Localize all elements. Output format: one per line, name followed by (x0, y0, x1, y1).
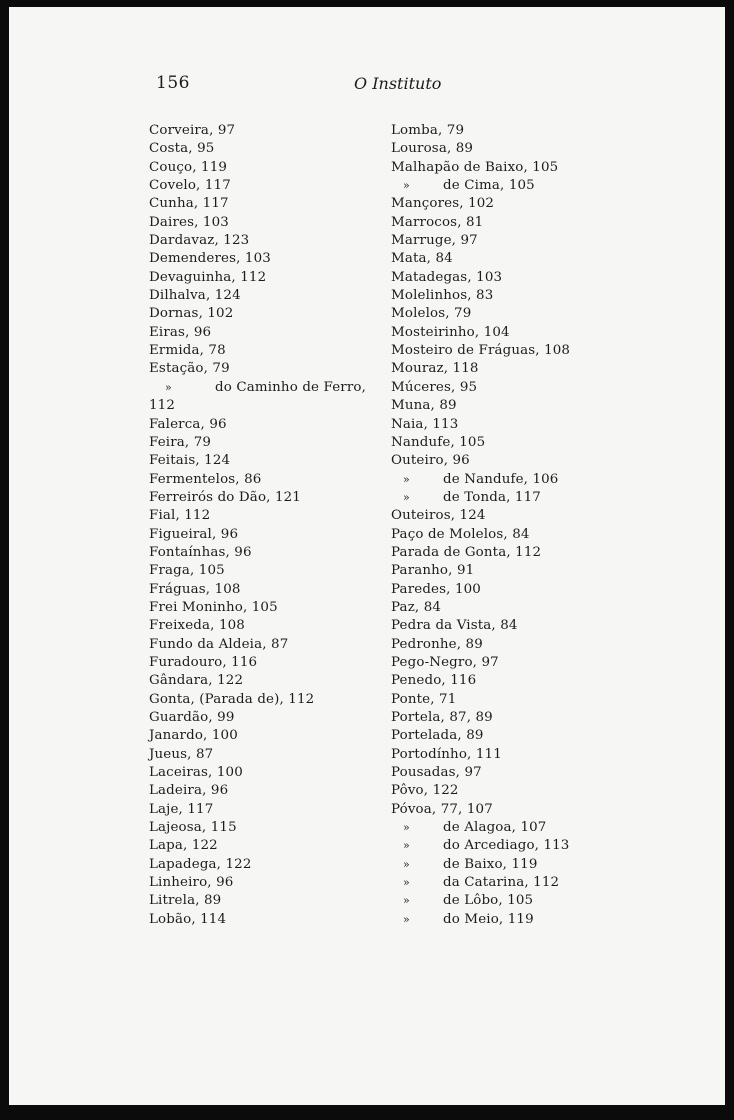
index-entry (391, 507, 691, 525)
entry-text: Penedo, 116 (391, 673, 477, 689)
index-entry (149, 324, 399, 342)
index-entry (391, 801, 691, 819)
index-entry (149, 214, 399, 232)
page-number: 156 (156, 73, 190, 93)
entry-text: do Meio, 119 (443, 911, 534, 927)
entry-text: Pôvo, 122 (391, 783, 459, 799)
entry-text: Matadegas, 103 (391, 269, 503, 285)
entry-text: Ladeira, 96 (149, 783, 229, 799)
index-entry (391, 159, 691, 177)
entry-text: Lapa, 122 (149, 838, 218, 854)
ditto-mark: » (403, 821, 410, 835)
index-column-left (149, 122, 399, 929)
index-entry (149, 452, 399, 470)
ditto-mark: » (403, 912, 410, 926)
entry-text: Molelinhos, 83 (391, 288, 494, 304)
entry-text: Daires, 103 (149, 214, 229, 230)
entry-text: Fermentelos, 86 (149, 471, 262, 487)
index-entry (149, 837, 399, 855)
index-entry (149, 874, 399, 892)
entry-text: Fial, 112 (149, 508, 211, 524)
index-entry (149, 764, 399, 782)
entry-text: Costa, 95 (149, 141, 215, 157)
entry-text: Eiras, 96 (149, 324, 212, 340)
index-entry (391, 874, 691, 892)
entry-text: Laje, 117 (149, 801, 214, 817)
index-entry (391, 617, 691, 635)
index-entry (391, 305, 691, 323)
index-entry (149, 672, 399, 690)
index-entry (149, 727, 399, 745)
entry-text: Lapadega, 122 (149, 856, 252, 872)
entry-text: Ponte, 71 (391, 691, 457, 707)
index-entry (391, 819, 691, 837)
entry-text: Linheiro, 96 (149, 875, 234, 891)
index-entry (149, 250, 399, 268)
index-entry (149, 911, 399, 929)
entry-text: 112 (149, 398, 176, 414)
entry-text: Parada de Gonta, 112 (391, 544, 542, 560)
index-entry (391, 654, 691, 672)
index-entry (391, 581, 691, 599)
index-entry (149, 562, 399, 580)
ditto-mark: » (403, 472, 410, 486)
index-entry (149, 159, 399, 177)
index-entry (149, 581, 399, 599)
entry-text: Corveira, 97 (149, 123, 236, 138)
entry-text: Pego-Negro, 97 (391, 654, 499, 670)
index-entry (391, 709, 691, 727)
index-entry (149, 636, 399, 654)
entry-text: Pousadas, 97 (391, 765, 482, 781)
index-entry (391, 342, 691, 360)
index-entry (391, 250, 691, 268)
index-entry (149, 305, 399, 323)
index-entry (391, 544, 691, 562)
entry-text: Mançores, 102 (391, 196, 495, 212)
index-entry (149, 379, 399, 397)
entry-text: Couço, 119 (149, 159, 228, 175)
index-entry (149, 709, 399, 727)
entry-text: Portodínho, 111 (391, 746, 502, 762)
index-entry (149, 416, 399, 434)
index-entry (149, 654, 399, 672)
entry-text: Falerca, 96 (149, 416, 227, 432)
entry-text: Fráguas, 108 (149, 581, 241, 597)
index-entry (149, 801, 399, 819)
index-entry (149, 617, 399, 635)
entry-text: Feira, 79 (149, 434, 212, 450)
entry-text: da Catarina, 112 (443, 875, 560, 891)
entry-text: Outeiro, 96 (391, 453, 470, 469)
index-entry (149, 782, 399, 800)
index-entry (149, 746, 399, 764)
index-entry (391, 214, 691, 232)
entry-text: Paz, 84 (391, 599, 442, 615)
entry-text: Cunha, 117 (149, 196, 229, 212)
entry-text: de Tonda, 117 (443, 489, 541, 505)
entry-text: Ermida, 78 (149, 343, 226, 359)
entry-text: Mata, 84 (391, 251, 453, 267)
entry-text: Figueiral, 96 (149, 526, 239, 542)
entry-text: Molelos, 79 (391, 306, 472, 322)
index-entry (391, 379, 691, 397)
entry-text: Litrela, 89 (149, 893, 222, 909)
index-entry (149, 177, 399, 195)
entry-text: Múceres, 95 (391, 379, 478, 395)
entry-text: Outeiros, 124 (391, 508, 486, 524)
entry-text: Ferreirós do Dão, 121 (149, 489, 301, 505)
index-entry (149, 232, 399, 250)
index-entry (149, 287, 399, 305)
index-entry (149, 360, 399, 378)
index-entry (149, 691, 399, 709)
entry-text: Paço de Molelos, 84 (391, 526, 530, 542)
index-column-right (391, 122, 691, 929)
entry-text: Feitais, 124 (149, 453, 231, 469)
entry-text: Demenderes, 103 (149, 251, 271, 267)
entry-text: Mouraz, 118 (391, 361, 479, 377)
entry-text: Pedronhe, 89 (391, 636, 483, 652)
index-entry (149, 397, 399, 415)
ditto-mark: » (403, 857, 410, 871)
index-entry (391, 452, 691, 470)
index-entry (391, 691, 691, 709)
entry-text: Laceiras, 100 (149, 765, 243, 781)
index-entry (391, 856, 691, 874)
index-entry (149, 544, 399, 562)
entry-text: Marruge, 97 (391, 233, 478, 249)
ditto-mark: » (403, 839, 410, 853)
entry-text: Pedra da Vista, 84 (391, 618, 518, 634)
index-entry (391, 782, 691, 800)
index-entry (149, 507, 399, 525)
index-entry (391, 140, 691, 158)
entry-text: Furadouro, 116 (149, 654, 258, 670)
ditto-mark: » (403, 179, 410, 193)
entry-text: Marrocos, 81 (391, 214, 484, 230)
index-entry (391, 764, 691, 782)
entry-text: Nandufe, 105 (391, 434, 486, 450)
entry-text: de Nandufe, 106 (443, 471, 559, 487)
index-entry (391, 526, 691, 544)
index-entry (391, 911, 691, 929)
entry-text: Mosteirinho, 104 (391, 324, 510, 340)
entry-text: do Caminho de Ferro, (215, 379, 367, 395)
page-header (9, 73, 725, 103)
index-entry (149, 489, 399, 507)
entry-text: Fundo da Aldeia, 87 (149, 636, 289, 652)
index-entry (149, 856, 399, 874)
index-entry (391, 599, 691, 617)
entry-text: Frei Moninho, 105 (149, 599, 278, 615)
entry-text: Covelo, 117 (149, 178, 231, 194)
index-entry (149, 195, 399, 213)
index-entry (149, 526, 399, 544)
entry-text: Dilhalva, 124 (149, 288, 241, 304)
entry-text: Freixeda, 108 (149, 618, 245, 634)
entry-text: Lourosa, 89 (391, 141, 474, 157)
index-entry (391, 269, 691, 287)
index-entry (391, 397, 691, 415)
index-entry (391, 636, 691, 654)
entry-text: do Arcediago, 113 (443, 838, 570, 854)
entry-text: de Lôbo, 105 (443, 893, 534, 909)
entry-text: Muna, 89 (391, 398, 457, 414)
entry-text: Jueus, 87 (149, 746, 214, 762)
entry-text: Fraga, 105 (149, 563, 225, 579)
index-entry (149, 342, 399, 360)
index-entry (391, 562, 691, 580)
index-entry (391, 892, 691, 910)
index-entry (391, 287, 691, 305)
index-entry (391, 122, 691, 140)
entry-text: Janardo, 100 (149, 728, 238, 744)
entry-text: Fontaínhas, 96 (149, 544, 252, 560)
entry-text: Malhapão de Baixo, 105 (391, 159, 559, 175)
ditto-mark: » (403, 876, 410, 890)
entry-text: Póvoa, 77, 107 (391, 801, 493, 817)
index-entry (149, 434, 399, 452)
entry-text: de Cima, 105 (443, 178, 535, 194)
running-title: O Instituto (354, 74, 442, 93)
index-entry (391, 837, 691, 855)
entry-text: Dornas, 102 (149, 306, 234, 322)
index-entry (391, 232, 691, 250)
entry-text: Gândara, 122 (149, 673, 244, 689)
entry-text: Gonta, (Parada de), 112 (149, 691, 315, 707)
index-entry (149, 140, 399, 158)
entry-text: Portela, 87, 89 (391, 710, 493, 725)
index-entry (391, 489, 691, 507)
ditto-mark: » (165, 380, 172, 394)
entry-text: Portelada, 89 (391, 728, 484, 744)
entry-text: de Alagoa, 107 (443, 820, 547, 836)
entry-text: Devaguinha, 112 (149, 269, 267, 285)
entry-text: Lajeosa, 115 (149, 820, 237, 836)
index-entry (149, 599, 399, 617)
index-entry (391, 746, 691, 764)
index-entry (149, 122, 399, 140)
entry-text: Guardão, 99 (149, 710, 235, 725)
entry-text: Dardavaz, 123 (149, 233, 250, 249)
index-entry (391, 672, 691, 690)
index-entry (391, 195, 691, 213)
entry-text: Paredes, 100 (391, 581, 481, 597)
index-entry (149, 819, 399, 837)
ditto-mark: » (403, 490, 410, 504)
entry-text: de Baixo, 119 (443, 856, 538, 872)
entry-text: Estação, 79 (149, 361, 230, 377)
index-entry (149, 471, 399, 489)
index-entry (391, 324, 691, 342)
entry-text: Naia, 113 (391, 416, 459, 432)
entry-text: Lomba, 79 (391, 123, 465, 138)
index-entry (149, 269, 399, 287)
index-entry (149, 892, 399, 910)
index-entry (391, 434, 691, 452)
index-entry (391, 727, 691, 745)
entry-text: Lobão, 114 (149, 911, 227, 927)
index-entry (391, 177, 691, 195)
ditto-mark: » (403, 894, 410, 908)
index-entry (391, 471, 691, 489)
entry-text: Paranho, 91 (391, 563, 475, 579)
index-entry (391, 416, 691, 434)
index-entry (391, 360, 691, 378)
entry-text: Mosteiro de Fráguas, 108 (391, 343, 571, 359)
